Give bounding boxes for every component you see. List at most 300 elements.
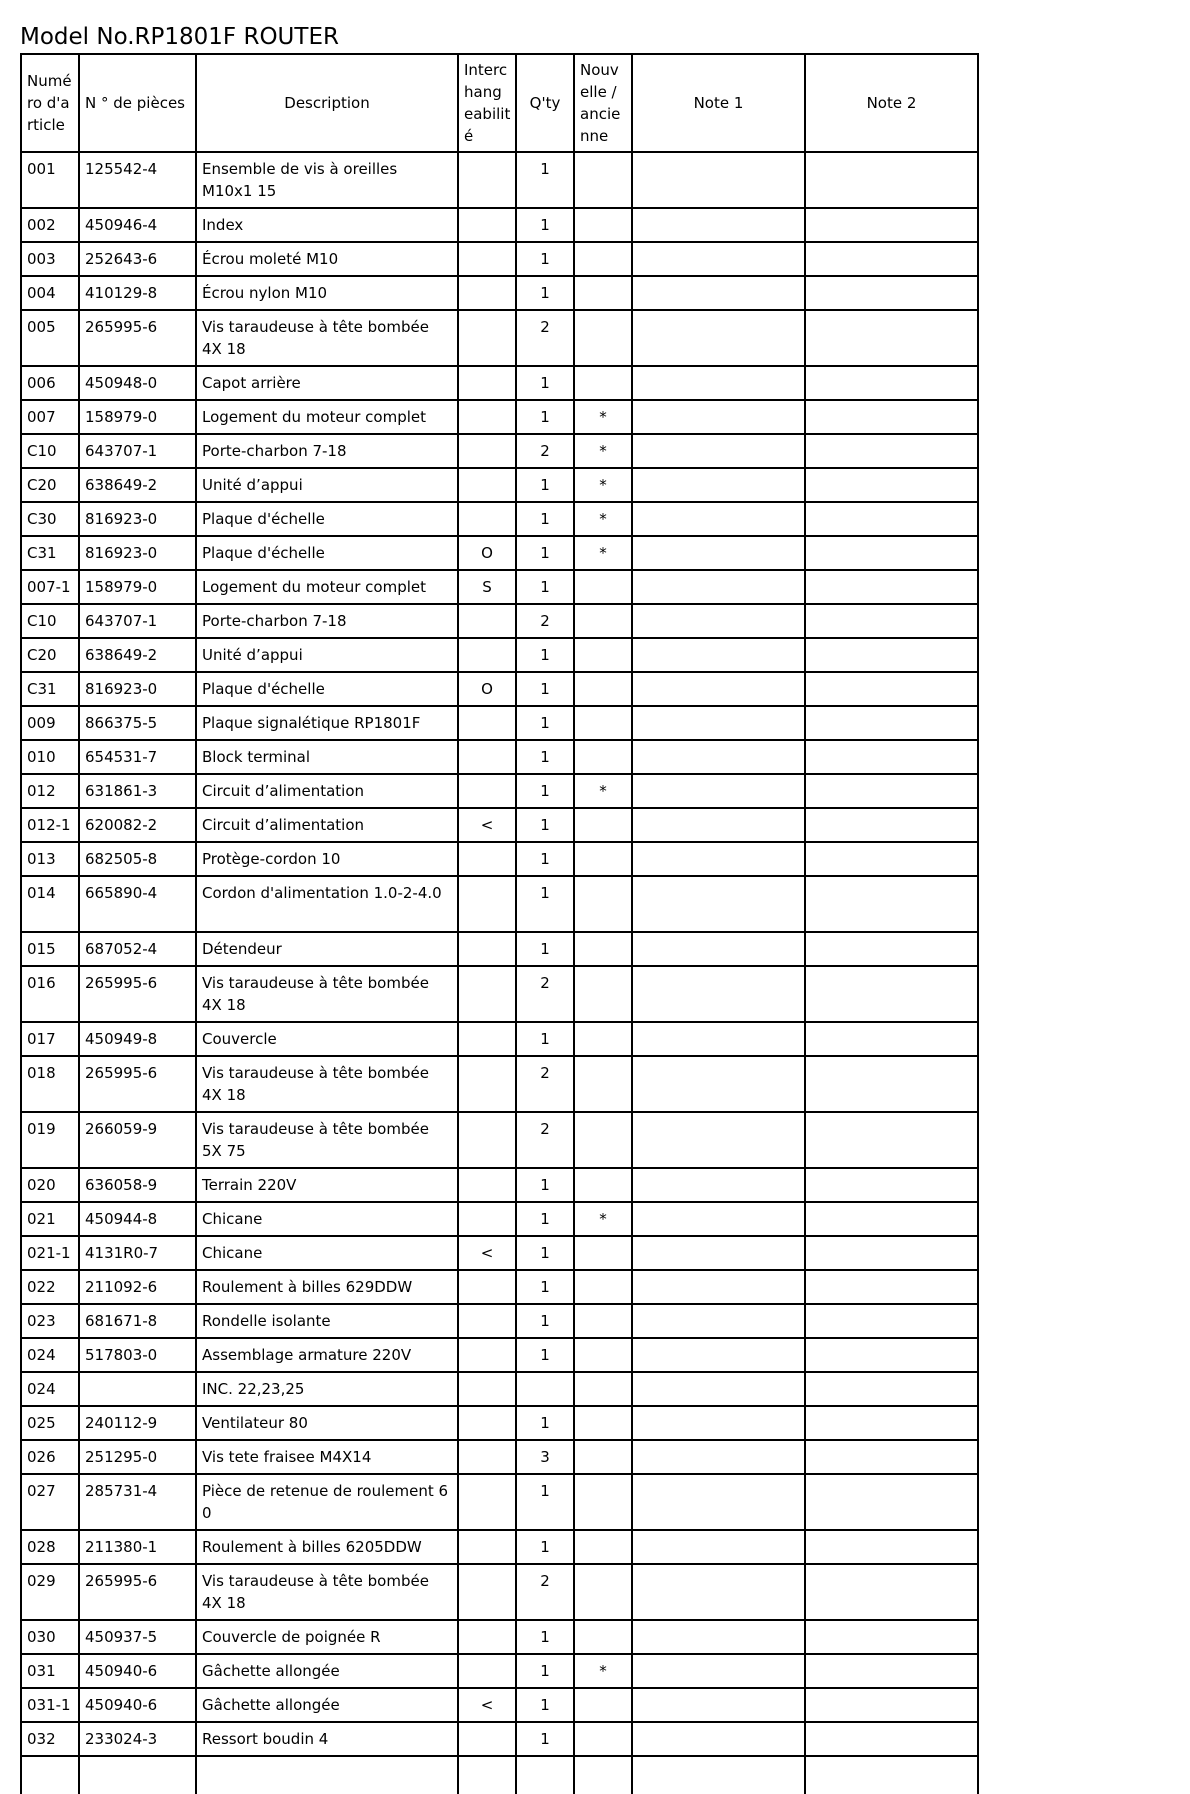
cell-new-old [574,876,632,932]
cell-qty: 1 [516,1654,574,1688]
cell-item-no: 009 [21,706,79,740]
cell-description: Vis taraudeuse à tête bombée 4X 18 [196,1564,458,1620]
parts-table [20,53,979,1794]
cell-note1 [632,740,805,774]
cell-note2 [805,740,978,774]
cell-note1 [632,1270,805,1304]
cell-note2 [805,400,978,434]
cell-item-no: 018 [21,1056,79,1112]
cell-interchangeability [458,1168,516,1202]
cell-note2 [805,808,978,842]
cell-note2 [805,1688,978,1722]
cell-qty: 1 [516,808,574,842]
cell-part-no: 158979-0 [79,400,196,434]
cell-description: Rondelle isolante [196,1304,458,1338]
cell-description: Vis tete fraisee M4X14 [196,1440,458,1474]
cell-part-no: 251295-0 [79,1440,196,1474]
table-row [21,400,978,434]
cell-new-old [574,1440,632,1474]
cell-interchangeability: < [458,1688,516,1722]
cell-new-old [574,604,632,638]
cell-qty: 3 [516,1440,574,1474]
cell-interchangeability [458,152,516,208]
cell-note2 [805,1168,978,1202]
cell-part-no: 631861-3 [79,774,196,808]
cell-interchangeability [458,400,516,434]
cell-description: Porte-charbon 7-18 [196,604,458,638]
table-row [21,434,978,468]
cell-note2 [805,672,978,706]
cell-note1 [632,966,805,1022]
cell-interchangeability [458,242,516,276]
cell-qty: 2 [516,434,574,468]
cell-item-no: 007 [21,400,79,434]
cell-description: Chicane [196,1202,458,1236]
cell-note2 [805,604,978,638]
cell-new-old [574,152,632,208]
cell-note1 [632,468,805,502]
cell-note2 [805,638,978,672]
cell-interchangeability [458,876,516,932]
cell-note2 [805,208,978,242]
cell-item-no: 005 [21,310,79,366]
table-row [21,468,978,502]
cell-qty: 2 [516,1564,574,1620]
cell-note1 [632,276,805,310]
cell-new-old: * [574,502,632,536]
cell-item-no: 021-1 [21,1236,79,1270]
header-note2: Note 2 [805,54,978,152]
cell-note1 [632,1688,805,1722]
cell-description: Capot arrière [196,366,458,400]
cell-qty: 1 [516,774,574,808]
cell-part-no: 450949-8 [79,1022,196,1056]
cell-description: Détendeur [196,932,458,966]
cell-note1 [632,604,805,638]
cell-description: Ensemble de vis à oreilles M10x1 15 [196,152,458,208]
cell-note2 [805,1474,978,1530]
cell-new-old [574,1056,632,1112]
cell-new-old [574,842,632,876]
cell-qty: 1 [516,1688,574,1722]
table-row [21,1564,978,1620]
cell-description: Assemblage armature 220V [196,1338,458,1372]
table-row [21,604,978,638]
table-row [21,1530,978,1564]
table-row [21,1112,978,1168]
header-description: Description [196,54,458,152]
cell-note2 [805,1022,978,1056]
cell-note1 [632,400,805,434]
cell-qty: 1 [516,1304,574,1338]
cell-interchangeability [458,1022,516,1056]
cell-note1 [632,1236,805,1270]
cell-note1 [632,1168,805,1202]
cell-item-no: 001 [21,152,79,208]
cell-note2 [805,1056,978,1112]
cell-note1 [632,1440,805,1474]
cell-description: INC. 22,23,25 [196,1372,458,1406]
cell-item-no: C10 [21,604,79,638]
cell-note1 [632,536,805,570]
cell-item-no: 017 [21,1022,79,1056]
cell-part-no: 265995-6 [79,1564,196,1620]
cell-description: Pièce de retenue de roulement 6 0 [196,1474,458,1530]
cell-description: Block terminal [196,740,458,774]
cell-part-no: 517803-0 [79,1338,196,1372]
cell-interchangeability [458,1406,516,1440]
cell-part-no: 285731-4 [79,1474,196,1530]
cell-part-no: 211092-6 [79,1270,196,1304]
cell-part-no: 638649-2 [79,468,196,502]
cell-qty: 1 [516,536,574,570]
cell-note1 [632,366,805,400]
table-row [21,310,978,366]
cell-note2 [805,876,978,932]
cell-part-no: 687052-4 [79,932,196,966]
table-row [21,208,978,242]
cell-interchangeability: O [458,536,516,570]
cell-interchangeability [458,842,516,876]
empty-cell [79,1756,196,1794]
cell-item-no: 007-1 [21,570,79,604]
cell-qty: 2 [516,966,574,1022]
cell-note1 [632,808,805,842]
cell-new-old [574,1564,632,1620]
cell-part-no: 4131R0-7 [79,1236,196,1270]
cell-part-no: 252643-6 [79,242,196,276]
cell-part-no: 450940-6 [79,1688,196,1722]
cell-qty: 1 [516,1022,574,1056]
table-row [21,366,978,400]
table-row [21,932,978,966]
table-row [21,1440,978,1474]
cell-interchangeability [458,434,516,468]
cell-interchangeability [458,638,516,672]
cell-note2 [805,1530,978,1564]
cell-qty: 1 [516,1722,574,1756]
cell-note1 [632,1304,805,1338]
cell-description: Logement du moteur complet [196,570,458,604]
cell-item-no: 019 [21,1112,79,1168]
cell-item-no: C10 [21,434,79,468]
cell-part-no: 240112-9 [79,1406,196,1440]
cell-note1 [632,1474,805,1530]
cell-note2 [805,1620,978,1654]
cell-interchangeability [458,502,516,536]
table-row [21,1338,978,1372]
cell-description: Écrou nylon M10 [196,276,458,310]
cell-description: Terrain 220V [196,1168,458,1202]
cell-qty: 1 [516,242,574,276]
cell-new-old [574,276,632,310]
header-interchangeability: Interc hang eabilit é [458,54,516,152]
cell-new-old [574,1530,632,1564]
cell-part-no: 125542-4 [79,152,196,208]
cell-note1 [632,570,805,604]
cell-item-no: C20 [21,638,79,672]
cell-note2 [805,1372,978,1406]
cell-note2 [805,1406,978,1440]
cell-note2 [805,1304,978,1338]
cell-new-old: * [574,774,632,808]
cell-note2 [805,1440,978,1474]
cell-part-no: 866375-5 [79,706,196,740]
table-row [21,1056,978,1112]
cell-note2 [805,774,978,808]
cell-note2 [805,468,978,502]
cell-qty: 1 [516,1338,574,1372]
cell-note1 [632,1406,805,1440]
cell-qty: 1 [516,276,574,310]
table-row [21,1688,978,1722]
cell-new-old [574,706,632,740]
cell-description: Circuit d’alimentation [196,808,458,842]
cell-note1 [632,1202,805,1236]
table-row [21,242,978,276]
cell-item-no: C30 [21,502,79,536]
cell-new-old [574,366,632,400]
cell-note2 [805,310,978,366]
cell-interchangeability [458,774,516,808]
cell-new-old [574,932,632,966]
cell-interchangeability [458,1372,516,1406]
table-row [21,638,978,672]
cell-item-no: 022 [21,1270,79,1304]
header-qty: Q'ty [516,54,574,152]
table-row [21,502,978,536]
cell-qty: 1 [516,876,574,932]
cell-note2 [805,1722,978,1756]
cell-interchangeability [458,468,516,502]
cell-qty: 1 [516,1202,574,1236]
header-note1: Note 1 [632,54,805,152]
cell-interchangeability [458,1056,516,1112]
cell-item-no: 010 [21,740,79,774]
cell-qty: 1 [516,152,574,208]
cell-qty: 1 [516,1406,574,1440]
cell-item-no: 026 [21,1440,79,1474]
cell-interchangeability: O [458,672,516,706]
table-row [21,706,978,740]
cell-new-old [574,242,632,276]
cell-new-old [574,638,632,672]
cell-qty: 1 [516,400,574,434]
cell-new-old [574,740,632,774]
table-row [21,1270,978,1304]
cell-description: Vis taraudeuse à tête bombée 4X 18 [196,966,458,1022]
cell-new-old: * [574,400,632,434]
cell-part-no: 266059-9 [79,1112,196,1168]
cell-note2 [805,536,978,570]
cell-interchangeability [458,1270,516,1304]
cell-new-old [574,1620,632,1654]
cell-item-no: 024 [21,1338,79,1372]
cell-item-no: 016 [21,966,79,1022]
cell-part-no: 211380-1 [79,1530,196,1564]
table-row [21,876,978,932]
cell-interchangeability [458,1722,516,1756]
header-item-no: Numé ro d'a rticle [21,54,79,152]
cell-note1 [632,672,805,706]
cell-part-no: 636058-9 [79,1168,196,1202]
cell-note1 [632,1338,805,1372]
cell-description: Porte-charbon 7-18 [196,434,458,468]
cell-new-old [574,208,632,242]
cell-new-old [574,1168,632,1202]
cell-interchangeability [458,276,516,310]
cell-note1 [632,152,805,208]
cell-new-old: * [574,1654,632,1688]
page-title: Model No.RP1801F ROUTER [20,24,339,50]
cell-note1 [632,434,805,468]
cell-note2 [805,570,978,604]
cell-note2 [805,1338,978,1372]
cell-new-old [574,310,632,366]
cell-note1 [632,208,805,242]
cell-item-no: 014 [21,876,79,932]
cell-part-no: 265995-6 [79,1056,196,1112]
cell-note2 [805,842,978,876]
cell-item-no: 030 [21,1620,79,1654]
cell-interchangeability: < [458,1236,516,1270]
cell-description: Gâchette allongée [196,1654,458,1688]
cell-new-old [574,1338,632,1372]
cell-note2 [805,1564,978,1620]
empty-cell [196,1756,458,1794]
table-row [21,842,978,876]
cell-note1 [632,1372,805,1406]
cell-interchangeability [458,1440,516,1474]
table-row [21,672,978,706]
cell-item-no: 013 [21,842,79,876]
cell-qty: 1 [516,706,574,740]
cell-part-no: 682505-8 [79,842,196,876]
cell-note2 [805,434,978,468]
cell-item-no: 021 [21,1202,79,1236]
cell-new-old [574,966,632,1022]
cell-new-old: * [574,434,632,468]
cell-description: Vis taraudeuse à tête bombée 4X 18 [196,310,458,366]
cell-part-no: 816923-0 [79,672,196,706]
cell-description: Index [196,208,458,242]
table-row [21,1236,978,1270]
cell-new-old [574,808,632,842]
cell-interchangeability [458,310,516,366]
empty-cell [21,1756,79,1794]
empty-cell [632,1756,805,1794]
cell-new-old [574,672,632,706]
cell-qty: 1 [516,842,574,876]
cell-part-no: 265995-6 [79,310,196,366]
cell-qty: 1 [516,468,574,502]
table-row [21,1304,978,1338]
table-row [21,1474,978,1530]
cell-part-no: 450940-6 [79,1654,196,1688]
cell-description: Cordon d'alimentation 1.0-2-4.0 [196,876,458,932]
table-row [21,1168,978,1202]
cell-qty: 1 [516,502,574,536]
cell-note2 [805,502,978,536]
cell-new-old: * [574,468,632,502]
cell-note1 [632,1530,805,1564]
table-row [21,570,978,604]
empty-cell [458,1756,516,1794]
cell-note1 [632,502,805,536]
cell-part-no: 654531-7 [79,740,196,774]
cell-part-no: 450944-8 [79,1202,196,1236]
table-row [21,740,978,774]
cell-item-no: 025 [21,1406,79,1440]
cell-part-no [79,1372,196,1406]
cell-description: Écrou moleté M10 [196,242,458,276]
cell-interchangeability: < [458,808,516,842]
cell-note2 [805,366,978,400]
cell-note1 [632,1022,805,1056]
cell-part-no: 665890-4 [79,876,196,932]
cell-part-no: 158979-0 [79,570,196,604]
table-row [21,152,978,208]
cell-description: Roulement à billes 6205DDW [196,1530,458,1564]
cell-interchangeability [458,604,516,638]
cell-description: Plaque d'échelle [196,672,458,706]
cell-part-no: 233024-3 [79,1722,196,1756]
table-row [21,276,978,310]
cell-part-no: 643707-1 [79,434,196,468]
cell-note1 [632,1056,805,1112]
table-row [21,1620,978,1654]
cell-description: Unité d’appui [196,468,458,502]
cell-description: Couvercle [196,1022,458,1056]
cell-item-no: C20 [21,468,79,502]
table-row [21,1722,978,1756]
cell-note2 [805,1270,978,1304]
cell-item-no: 002 [21,208,79,242]
cell-interchangeability [458,1338,516,1372]
cell-interchangeability: S [458,570,516,604]
cell-interchangeability [458,1304,516,1338]
cell-item-no: C31 [21,536,79,570]
cell-description: Protège-cordon 10 [196,842,458,876]
cell-part-no: 816923-0 [79,536,196,570]
cell-item-no: 031-1 [21,1688,79,1722]
cell-note1 [632,876,805,932]
cell-part-no: 410129-8 [79,276,196,310]
cell-item-no: 028 [21,1530,79,1564]
cell-item-no: C31 [21,672,79,706]
cell-qty: 1 [516,1530,574,1564]
cell-description: Plaque d'échelle [196,536,458,570]
cell-item-no: 031 [21,1654,79,1688]
cell-qty [516,1372,574,1406]
cell-note2 [805,276,978,310]
cell-item-no: 032 [21,1722,79,1756]
cell-interchangeability [458,1530,516,1564]
cell-note1 [632,774,805,808]
cell-interchangeability [458,1202,516,1236]
header-new-old: Nouv elle / ancie nne [574,54,632,152]
cell-qty: 1 [516,366,574,400]
cell-qty: 1 [516,1474,574,1530]
cell-new-old [574,1406,632,1440]
table-row [21,536,978,570]
cell-interchangeability [458,966,516,1022]
cell-part-no: 265995-6 [79,966,196,1022]
cell-note2 [805,1112,978,1168]
cell-note1 [632,310,805,366]
cell-part-no: 450946-4 [79,208,196,242]
cell-note2 [805,706,978,740]
